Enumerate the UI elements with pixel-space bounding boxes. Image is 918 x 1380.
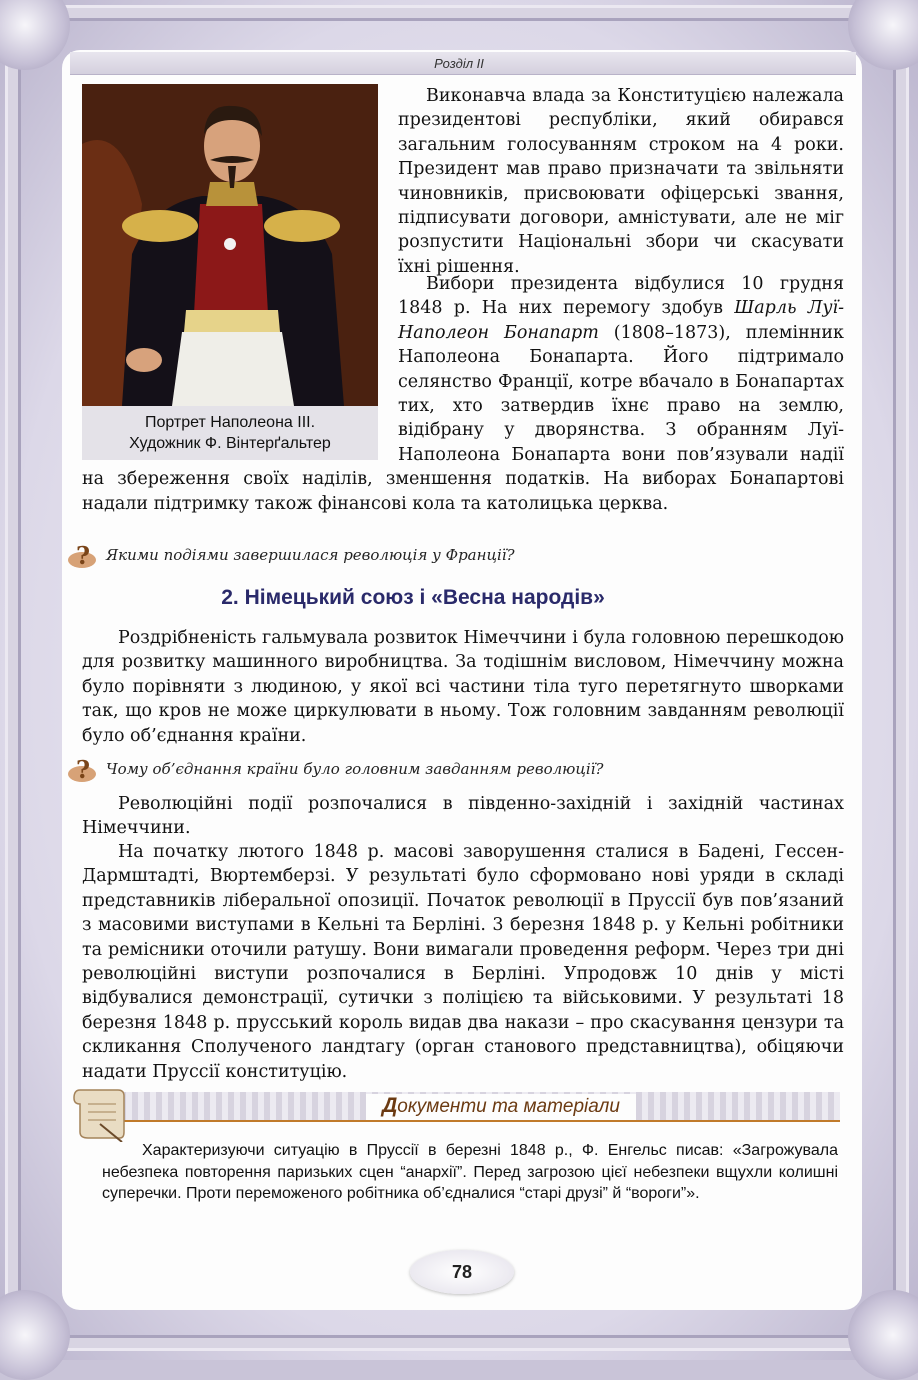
paragraph-revolution-events: На початку лютого 1848 р. масові заворушення сталися в Бадені, Гессен-Дармштадті, Вюртемберзі. У результаті було сформовано нові уряди в складі представників ліберальної опозиції. Початок революції в Пруссії був пов’язаний з масовими виступами в Кельні та Берліні. 3 березня 1848 р. у Кельні робітники та ремісники оточили ратушу. Вони вимагали проведення реформ. Через три дні революційні виступи розпочалися в Берліні. Упродовж 10 днів у місті відбувалися демонстрації, сутички з поліцією та військовими. У результаті 18 березня 1848 р. прусський король видав два накази – про скасування цензури та скликання Сполученого ландтагу (орган станового представництва), обіцяючи надати Пруссії конституцію.: [82, 842, 844, 1082]
question-icon: [66, 754, 98, 784]
elections-text-start: Вибори президента відбулися 10 грудня 1848 р. На них перемогу здобув: [398, 274, 844, 319]
documents-title: [366, 1094, 636, 1120]
elections-text-name: Шарль Луї-Наполеон Бонапарт: [398, 298, 844, 343]
svg-text:?: ?: [76, 755, 91, 784]
float-spacer: [82, 272, 398, 460]
question-icon: [66, 540, 98, 570]
caption-line-1: Портрет Наполеона ІІІ.: [144, 414, 316, 431]
paragraph-fragmentation: Роздрібненість гальмувала розвиток Німеччини і була головною перешкодою для розвитку машинного виробництва. За тодішнім висловом, Німеччину можна було порівняти з людиною, у якої всі частини тіла туго перетягнуто шворками так, що кров не може циркулювати в ньому. Тож головним завданням революції було об’єднання країни.: [82, 628, 844, 746]
caption-line-2: Художник Ф. Вінтерґальтер: [129, 435, 331, 452]
section-label: Розділ ІІ: [434, 56, 484, 71]
page-number: 78: [451, 1262, 473, 1282]
elections-text-end: (1808–1873), племінник Наполеона Бонапарта. Його підтримало селянство Франції, котре вбачало в Бонапартах тих, хто затвердив їхнє право на землю, відібрану у дворянства. З обранням Луї-Наполеона Бонапарта вони пов’язували надії на збереження своїх наділів, зменшення податків. На виборах Бонапартові надали підтримку також фінансові кола та католицька церква.: [82, 322, 844, 514]
section-heading: 2. Німецький союз і «Весна народів»: [221, 586, 605, 609]
svg-text:?: ?: [76, 541, 91, 570]
documents-title-rest: окументи та матеріали: [397, 1096, 620, 1117]
documents-title-initial: Д: [382, 1094, 398, 1117]
question-1: Якими подіями завершилася революція у Франції?: [106, 546, 515, 564]
paragraph-elections: [82, 272, 844, 516]
question-2: Чому об’єднання країни було головним завданням революції?: [106, 760, 604, 778]
paragraph-revolution-start: Революційні події розпочалися в південно-західній і західній частинах Німеччини.: [82, 794, 844, 839]
scroll-icon: [70, 1082, 128, 1142]
paragraph-executive-power: Виконавча влада за Конституцією належала президентові республіки, який обирався загальним голосуванням строком на 4 роки. Президент мав право призначати та звільняти чиновників, присвоювати офіцерські звання, підписувати договори, амністувати, але не міг розпустити Національні збори чи скасувати їхні рішення.: [398, 86, 844, 277]
engels-quote: Характеризуючи ситуацію в Пруссії в березні 1848 р., Ф. Енгельс писав: «Загрожувала небезпека повторення паризьких сцен “анархії”. Перед загрозою цієї небезпеки вщухли колишні суперечки. Проти переможеного робітника об’єдналися “старі друзі” й “вороги”».: [102, 1142, 838, 1202]
